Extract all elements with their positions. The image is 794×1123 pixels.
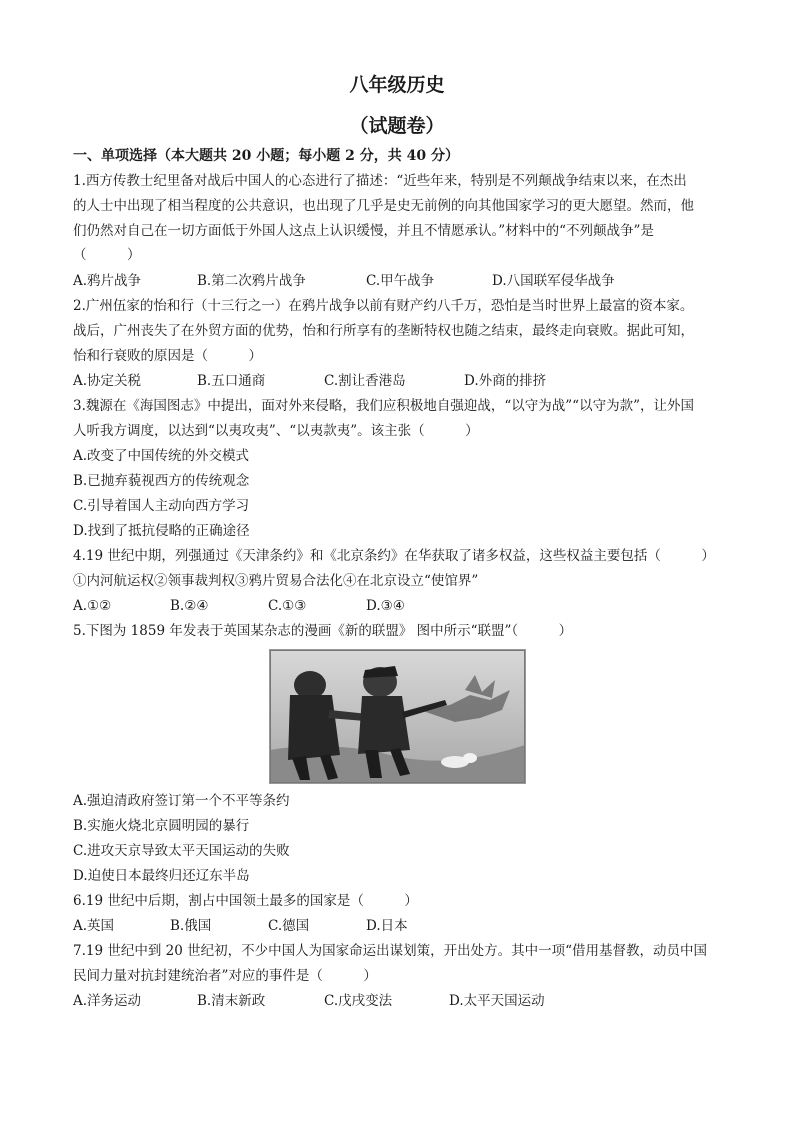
q3-option-b: B.已抛弃藐视西方的传统观念	[73, 473, 250, 489]
q2-option-d: D.外商的排挤	[464, 373, 547, 389]
q5-option-d: D.迫使日本最终归还辽东半岛	[73, 868, 250, 884]
q7-option-d: D.太平天国运动	[449, 993, 545, 1009]
q1-option-d: D.八国联军侵华战争	[492, 273, 615, 289]
q3-option-c: C.引导着国人主动向西方学习	[73, 498, 250, 514]
q5-stem-line: 5.下图为 1859 年发表于英国某杂志的漫画《新的联盟》 图中所示“联盟”（ ）	[73, 623, 573, 639]
q1-stem-line: （ ）	[73, 247, 141, 263]
section-heading: 一、单项选择（本大题共 20 小题；每小题 2 分，共 40 分）	[73, 148, 459, 164]
q2-option-c: C.割让香港岛	[324, 373, 406, 389]
cartoon-figure	[269, 649, 526, 784]
q4-option-a: A.①②	[73, 598, 112, 614]
q7-stem-line: 民间力量对抗封建统治者”对应的事件是（ ）	[73, 968, 377, 984]
q5-option-a: A.强迫清政府签订第一个不平等条约	[73, 793, 290, 809]
q1-stem-line: 们仍然对自己在一切方面低于外国人这点上认识缓慢，并且不情愿承认。”材料中的“不列颠战争”是	[73, 223, 654, 239]
q6-option-d: D.日本	[366, 918, 408, 934]
page-subtitle: （试题卷）	[349, 115, 445, 137]
q3-option-a: A.改变了中国传统的外交模式	[73, 448, 250, 464]
q5-option-b: B.实施火烧北京圆明园的暴行	[73, 818, 250, 834]
q1-stem-line: 1.西方传教士纪里备对战后中国人的心态进行了描述：“近些年来，特别是不列颠战争结束以来，在杰出	[73, 173, 687, 189]
q2-option-a: A.协定关税	[73, 373, 142, 389]
q4-stem-line: ①内河航运权②领事裁判权③鸦片贸易合法化④在北京设立“使馆界”	[73, 573, 479, 589]
q1-stem-line: 的人士中出现了相当程度的公共意识，也出现了几乎是史无前例的向其他国家学习的更大愿望。然而，他	[73, 198, 694, 214]
q2-option-b: B.五口通商	[197, 373, 266, 389]
q7-option-c: C.戊戌变法	[324, 993, 393, 1009]
q2-stem-line: 怡和行衰败的原因是（ ）	[73, 348, 262, 364]
q3-option-d: D.找到了抵抗侵略的正确途径	[73, 523, 250, 539]
q3-stem-line: 人听我方调度，以达到“以夷攻夷”、“以夷款夷”。该主张（ ）	[73, 423, 479, 439]
q6-stem-line: 6.19 世纪中后期，割占中国领土最多的国家是（ ）	[73, 893, 418, 909]
q7-option-b: B.清末新政	[197, 993, 266, 1009]
q1-option-b: B.第二次鸦片战争	[197, 273, 306, 289]
q4-stem-line: 4.19 世纪中期，列强通过《天津条约》和《北京条约》在华获取了诸多权益，这些权益主要包括（ ）	[73, 548, 715, 564]
q7-option-a: A.洋务运动	[73, 993, 142, 1009]
q6-option-c: C.德国	[268, 918, 310, 934]
q6-option-b: B.俄国	[170, 918, 212, 934]
q2-stem-line: 2.广州伍家的怡和行（十三行之一）在鸦片战争以前有财产约八千万，恐怕是当时世界上最富的资本家。	[73, 298, 694, 314]
q1-option-a: A.鸦片战争	[73, 273, 142, 289]
q7-stem-line: 7.19 世纪中到 20 世纪初，不少中国人为国家命运出谋划策，开出处方。其中一项“借用基督教，动员中国	[73, 943, 708, 959]
q1-option-c: C.甲午战争	[366, 273, 435, 289]
q6-option-a: A.英国	[73, 918, 115, 934]
q3-stem-line: 3.魏源在《海国图志》中提出，面对外来侵略，我们应积极地自强迎战，“以守为战”“以守为款”，让外国	[73, 398, 694, 414]
page-title: 八年级历史	[349, 74, 445, 96]
q4-option-b: B.②④	[170, 598, 209, 614]
cartoon-illustration	[270, 650, 525, 783]
q2-stem-line: 战后，广州丧失了在外贸方面的优势，怡和行所享有的垄断特权也随之结束，最终走向衰败。据此可知，	[73, 323, 694, 339]
q4-option-c: C.①③	[268, 598, 307, 614]
q4-option-d: D.③④	[366, 598, 405, 614]
q5-option-c: C.进攻天京导致太平天国运动的失败	[73, 843, 290, 859]
